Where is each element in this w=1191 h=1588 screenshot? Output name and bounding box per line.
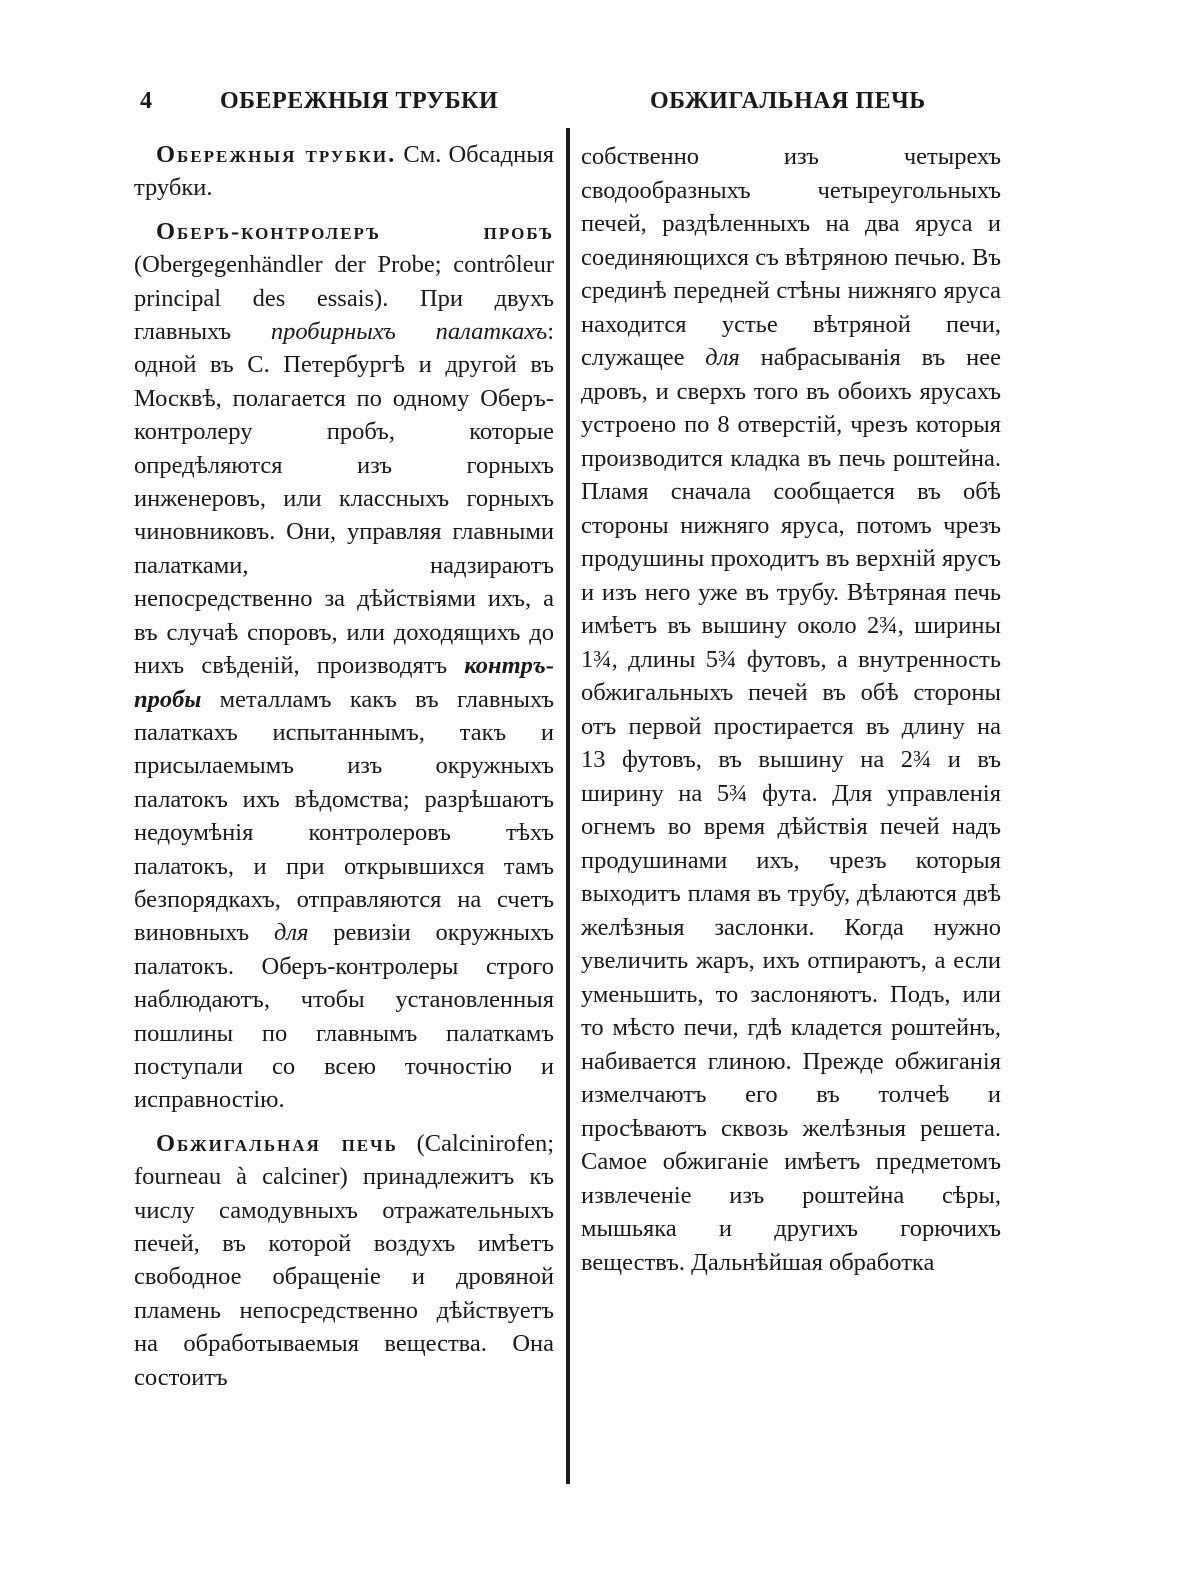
entry-text: (Obergegenhändler der Probe; contrôleur principal des essais). При двухъ главныхъ [134, 251, 554, 346]
running-head-left: ОБЕРЕЖНЫЯ ТРУБКИ [220, 88, 499, 114]
running-head [130, 88, 1030, 128]
running-head-right: ОБЖИГАЛЬНАЯ ПЕЧЬ [650, 88, 926, 114]
entry-text: См. Обсадныя трубки. [134, 141, 554, 202]
page-number: 4 [140, 88, 153, 114]
right-column [581, 140, 1001, 1279]
entry-text-italic: контръ-пробы [134, 652, 554, 713]
entry-term: Оберъ-контролеръ пробъ [156, 217, 554, 245]
entry-text: : одной въ С. Петербургѣ и другой въ Москвѣ, полагается по одному Оберъ-контролеру пробъ, которые опредѣляются изъ горныхъ инженеровъ, или классныхъ горныхъ чиновниковъ. Они, управляя главными палатками, надзираютъ непосредственно за дѣйствіями ихъ, а въ случаѣ споровъ, или доходящихъ до нихъ свѣденій, производятъ [134, 318, 555, 680]
entry-text: ревизіи окружныхъ палатокъ. Оберъ-контролеры строго наблюдаютъ, чтобы установленныя пошлины по главнымъ палаткамъ поступали со всею точностію и исправностію. [134, 919, 554, 1114]
entry-text-italic: пробирныхъ палаткахъ [270, 318, 548, 346]
entry-obzhigalnaya-pech [134, 1127, 554, 1394]
entry-text: (Calcinirofen; fourneau à calciner) принадлежитъ къ числу самодувныхъ отражательныхъ печей, въ которой воздухъ имѣетъ свободное обращеніе и дровяной пламень непосредственно дѣйствуетъ на обработываемыя вещества. Она состоитъ [134, 1129, 554, 1391]
entry-text-italic: для [705, 344, 740, 371]
entry-text-italic: для [274, 919, 309, 947]
entry-ober-kontroler-prob [134, 215, 554, 1117]
column-divider [566, 128, 570, 1484]
entry-continuation [581, 140, 1001, 1279]
entry-term: Обжигальная печь [156, 1129, 398, 1157]
entry-text: металламъ какъ въ главныхъ палаткахъ испытаннымъ, такъ и присылаемымъ изъ окружныхъ палатокъ ихъ вѣдомства; разрѣшаютъ недоумѣнія контролеровъ тѣхъ палатокъ, и при открывшихся тамъ безпорядкахъ, отправляются на счетъ виновныхъ [134, 685, 554, 947]
entry-term: Обережныя трубки. [156, 141, 397, 168]
entry-text: собственно изъ четырехъ сводообразныхъ четыреугольныхъ печей, раздѣленныхъ на два яруса и соединяющихся съ вѣтряною печью. Въ срединѣ передней стѣны нижняго яруса находится устье вѣтряной печи, служащее [581, 143, 1001, 371]
entry-text: набрасыванія въ нее дровъ, и сверхъ того въ обоихъ ярусахъ устроено по 8 отверстій, чрезъ которыя производится кладка въ печь роштейна. Пламя сначала сообщается въ обѣ стороны нижняго яруса, потомъ чрезъ продушины проходитъ въ верхній ярусъ и изъ него уже въ трубу. Вѣтряная печь имѣетъ въ вышину около 2¾, ширины 1¾, длины 5¾ футовъ, а внутренность обжигальныхъ печей въ обѣ стороны отъ первой простирается въ длину на 13 футовъ, въ вышину на 2¾ и въ ширину на 5¾ фута. Для управленія огнемъ во время дѣйствія печей надъ продушинами ихъ, чрезъ которыя выходитъ пламя въ трубу, дѣлаются двѣ желѣзныя заслонки. Когда нужно увеличить жаръ, ихъ отпираютъ, а если уменьшить, то заслоняютъ. Подъ, или то мѣсто печи, гдѣ кладется роштейнъ, набивается глиною. Прежде обжиганія измелчаютъ его въ толчеѣ и просѣваютъ сквозь желѣзныя решета. Самое обжиганіе имѣетъ предметомъ извлеченіе изъ роштейна сѣры, мышьяка и другихъ горючихъ веществъ. Дальнѣйшая обработка [581, 344, 1001, 1276]
entry-obrezhnyya-trubki [134, 138, 554, 205]
left-column [134, 138, 554, 1394]
